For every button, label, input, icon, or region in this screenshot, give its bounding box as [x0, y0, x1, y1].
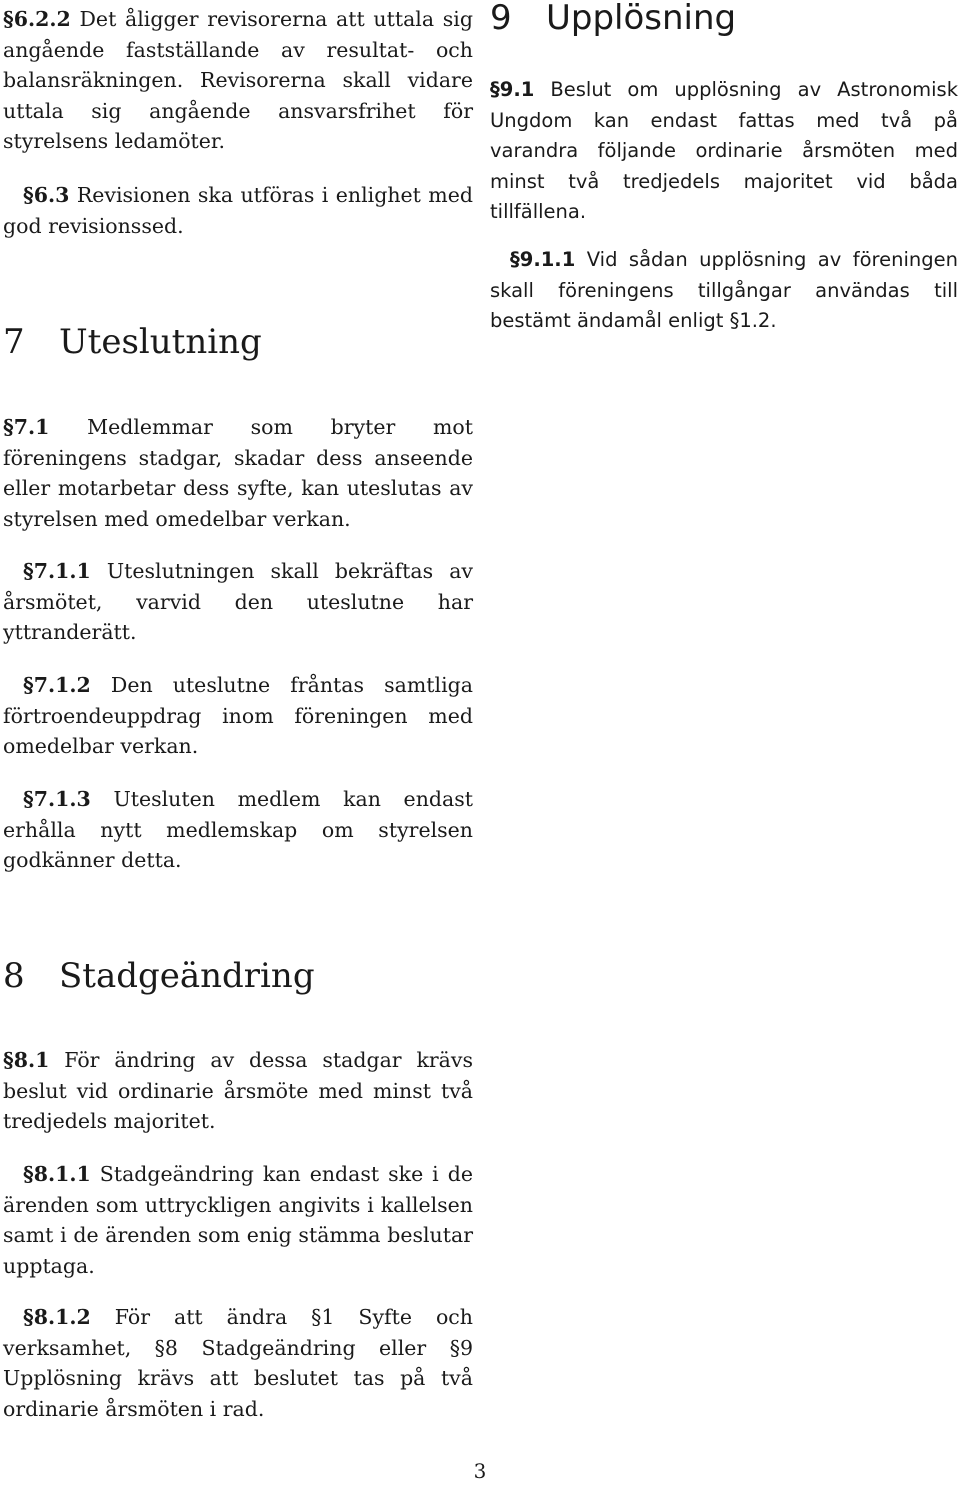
paragraph-number: §6.2.2 — [3, 7, 71, 31]
paragraph-number: §9.1.1 — [510, 248, 576, 271]
paragraph-text: Den uteslutne fråntas samtliga förtroendeuppdrag inom föreningen med omedelbar verkan. — [3, 673, 473, 759]
page-number: 3 — [473, 1459, 487, 1483]
paragraph-text: Revisionen ska utföras i enlighet med god revisionssed. — [3, 183, 473, 238]
section-number: 8 — [3, 956, 25, 996]
paragraph-8-1-1 — [3, 1159, 473, 1281]
section-number: 7 — [3, 322, 25, 362]
paragraph-text: Det åligger revisorerna att uttala sig angående fastställande av resultat- och balansräkningen. Revisorerna skall vidare uttala sig angående ansvarsfrihet för styrelsens ledamöter. — [3, 7, 473, 154]
section-heading-7 — [3, 322, 262, 362]
paragraph-number: §9.1 — [490, 78, 535, 101]
section-number: 9 — [490, 0, 512, 38]
paragraph-7-1-1 — [3, 556, 473, 648]
paragraph-number: §8.1.2 — [23, 1305, 91, 1329]
paragraph-9-1 — [490, 75, 958, 228]
paragraph-text: Uteslutningen skall bekräftas av årsmötet, varvid den uteslutne har yttranderätt. — [3, 559, 473, 645]
section-title: Uteslutning — [59, 322, 262, 362]
paragraph-number: §6.3 — [23, 183, 70, 207]
paragraph-8-1 — [3, 1045, 473, 1137]
paragraph-number: §7.1 — [3, 415, 50, 439]
paragraph-text: Vid sådan upplösning av föreningen skall föreningens tillgångar användas till bestämt ändamål enligt §1.2. — [490, 248, 958, 333]
paragraph-6-3 — [3, 180, 473, 241]
paragraph-text: För ändring av dessa stadgar krävs beslut vid ordinarie årsmöte med minst två tredjedels majoritet. — [3, 1048, 473, 1134]
paragraph-number: §7.1.1 — [23, 559, 91, 583]
section-title: Stadgeändring — [59, 956, 315, 996]
paragraph-6-2-2 — [3, 4, 473, 157]
paragraph-text: Utesluten medlem kan endast erhålla nytt medlemskap om styrelsen godkänner detta. — [3, 787, 473, 873]
paragraph-text: Beslut om upplösning av Astronomisk Ungdom kan endast fattas med två på varandra följande ordinarie årsmöten med minst två tredjedels majoritet vid båda tillfällena. — [490, 78, 958, 224]
section-title: Upplösning — [546, 0, 737, 38]
section-heading-9 — [490, 0, 736, 38]
paragraph-text: För att ändra §1 Syfte och verksamhet, §8 Stadgeändring eller §9 Upplösning krävs att beslutet tas på två ordinarie årsmöten i rad. — [3, 1305, 473, 1421]
paragraph-7-1-2 — [3, 670, 473, 762]
paragraph-number: §7.1.3 — [23, 787, 91, 811]
paragraph-8-1-2 — [3, 1302, 473, 1424]
paragraph-number: §8.1 — [3, 1048, 50, 1072]
paragraph-9-1-1 — [490, 245, 958, 337]
paragraph-number: §8.1.1 — [23, 1162, 91, 1186]
paragraph-text: Medlemmar som bryter mot föreningens stadgar, skadar dess anseende eller motarbetar dess syfte, kan uteslutas av styrelsen med omedelbar verkan. — [3, 415, 473, 531]
paragraph-7-1 — [3, 412, 473, 534]
paragraph-text: Stadgeändring kan endast ske i de ärenden som uttryckligen angivits i kallelsen samt i de ärenden som enig stämma beslutar upptaga. — [3, 1162, 473, 1278]
paragraph-number: §7.1.2 — [23, 673, 91, 697]
paragraph-7-1-3 — [3, 784, 473, 876]
section-heading-8 — [3, 956, 315, 996]
